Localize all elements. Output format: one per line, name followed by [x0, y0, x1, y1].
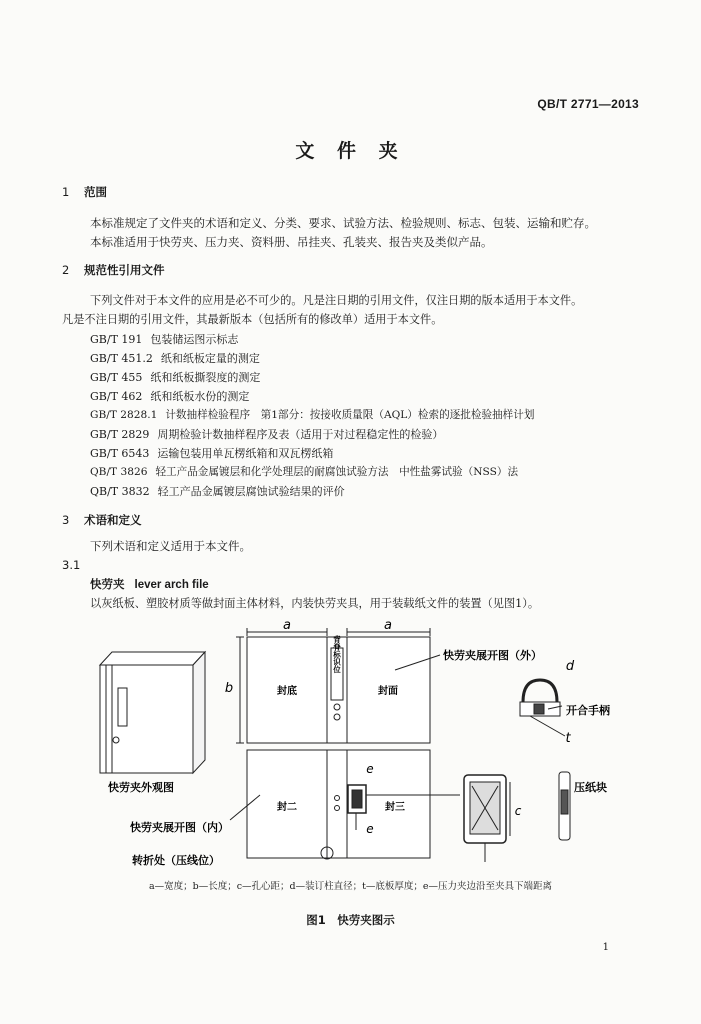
ref-title: 轻工产品金属镀层腐蚀试验结果的评价: [157, 485, 345, 498]
dim-t-label: t: [565, 731, 571, 746]
ref-code: QB/T 3826: [90, 466, 148, 478]
figure-caption: 图1 快劳夹图示: [306, 913, 395, 927]
ref-code: GB/T 451.2: [90, 352, 153, 365]
scope-paragraph-1: 本标准规定了文件夹的术语和定义、分类、要求、试验方法、检验规则、标志、包装、运输和贮存。: [90, 216, 596, 230]
ref-item: [90, 388, 249, 404]
lever-detail-drawing: [520, 680, 565, 736]
ref-title: 纸和纸板水份的测定: [150, 390, 250, 403]
cover-3-label: 封三: [385, 802, 405, 813]
term-english: lever arch file: [134, 579, 209, 591]
inner-spread-label: 快劳夹展开图（内）: [130, 821, 229, 834]
pressure-block-label: 压纸块: [574, 781, 607, 794]
section-title: 规范性引用文件: [84, 263, 165, 277]
back-cover-label: 封底: [277, 686, 297, 697]
dim-c-label: c: [514, 804, 522, 818]
page-number: 1: [602, 942, 609, 953]
ref-item: [90, 407, 534, 422]
figure-legend: a—宽度；b—长度；c—孔心距；d—装订柱直径；t—底板厚度；e—压力夹边沿至夹具下端距离: [148, 881, 553, 892]
dim-d-label: d: [565, 659, 575, 674]
ref-item: [90, 464, 518, 479]
ref-title: 计数抽样检验程序 第1部分：按接收质量限（AQL）检索的逐批检验抽样计划: [165, 409, 535, 421]
figure-lever-arch-file: [0, 610, 701, 875]
refs-intro-line-2: 凡是不注日期的引用文件，其最新版本（包括所有的修改单）适用于本文件。: [62, 313, 443, 326]
cover-2-label: 封二: [277, 802, 297, 813]
mechanism-detail-drawing: [464, 775, 510, 862]
ref-item: [90, 445, 333, 461]
dim-e-bottom-label: e: [366, 822, 374, 836]
ref-title: 周期检验计数抽样程序及表（适用于对过程稳定性的检验）: [157, 428, 444, 441]
section-1-heading: [62, 184, 107, 200]
dim-e-top-label: e: [366, 762, 374, 776]
ref-code: QB/T 3832: [90, 485, 150, 498]
lever-label: 开合手柄: [566, 704, 610, 717]
inner-spread-drawing: [230, 750, 460, 859]
ref-code: GB/T 191: [90, 333, 143, 346]
scope-paragraph-2: 本标准适用于快劳夹、压力夹、资料册、吊挂夹、孔装夹、报告夹及类似产品。: [90, 235, 493, 249]
ref-title: 纸和纸板撕裂度的测定: [150, 371, 261, 384]
ref-code: GB/T 6543: [90, 447, 150, 460]
ref-title: 纸和纸板定量的测定: [160, 352, 260, 365]
exterior-label: 快劳夹外观图: [108, 781, 174, 794]
dim-b-label: b: [224, 681, 234, 696]
ref-code: GB/T 2829: [90, 428, 150, 441]
pressure-block-drawing: [559, 772, 570, 840]
ref-code: GB/T 2828.1: [90, 409, 158, 421]
section-3-heading: [62, 512, 142, 528]
outer-spread-label: 快劳夹展开图（外）: [443, 649, 542, 662]
term-heading: [90, 576, 209, 592]
section-number: 1: [62, 185, 70, 199]
ref-code: GB/T 455: [90, 371, 143, 384]
ref-item: [90, 369, 260, 385]
page-title: 文 件 夹: [295, 140, 406, 162]
term-number: 3.1: [62, 558, 81, 572]
term-definition: 以灰纸板、塑胶材质等做封面主体材料，内装快劳夹具，用于装载纸文件的装置（见图1）。: [90, 597, 540, 610]
dim-a-left-label: a: [283, 618, 291, 633]
dim-a-right-label: a: [384, 618, 392, 633]
front-cover-label: 封面: [378, 686, 398, 697]
standard-number: QB/T 2771—2013: [537, 97, 639, 111]
refs-intro-line-1: 下列文件对于本文件的应用是必不可少的。凡是注日期的引用文件，仅注日期的版本适用于本文件。: [90, 294, 583, 307]
ref-title: 轻工产品金属镀层和化学处理层的耐腐蚀试验方法 中性盐雾试验（NSS）法: [155, 466, 519, 478]
section-title: 术语和定义: [84, 513, 142, 527]
ref-title: 运输包装用单瓦楞纸箱和双瓦楞纸箱: [157, 447, 334, 460]
ref-item: [90, 483, 345, 499]
ref-item: [90, 426, 443, 442]
terms-intro: 下列术语和定义适用于本文件。: [90, 539, 251, 553]
fold-line-label: 转折处（压线位）: [132, 854, 220, 867]
section-title: 范围: [84, 185, 107, 199]
ref-code: GB/T 462: [90, 390, 143, 403]
section-number: 2: [62, 263, 70, 277]
spine-label: 背脊标识位: [332, 635, 342, 673]
ref-item: [90, 350, 260, 366]
term-chinese: 快劳夹: [90, 577, 125, 591]
section-2-heading: [62, 262, 165, 278]
binder-exterior-drawing: [100, 652, 205, 773]
section-number: 3: [62, 513, 70, 527]
ref-item: [90, 331, 238, 347]
ref-title: 包装储运图示标志: [150, 333, 239, 346]
